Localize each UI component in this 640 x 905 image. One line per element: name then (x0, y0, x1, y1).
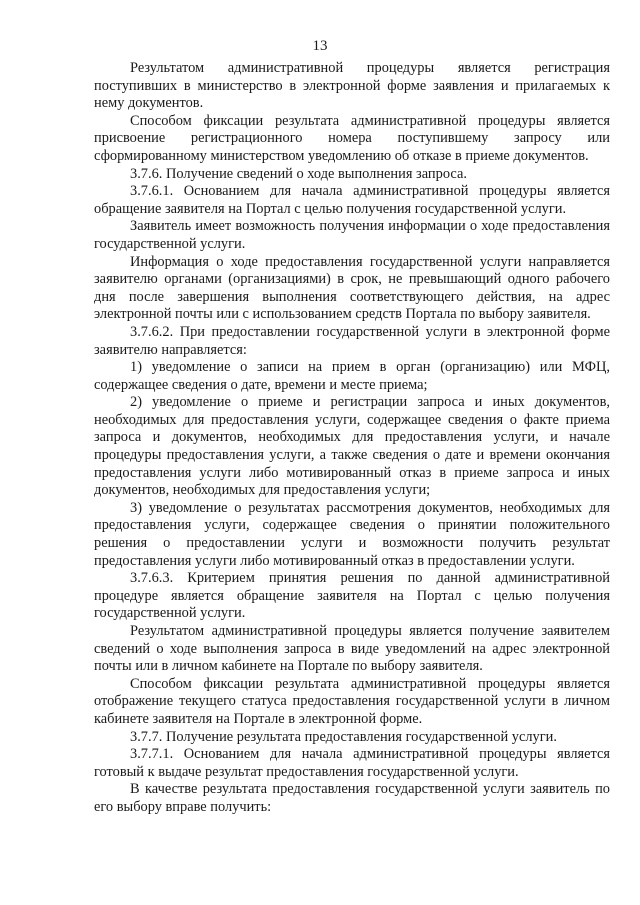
paragraph: Способом фиксации результата административной процедуры является присвоение регистрационного номера поступившему запросу или сформированному министерством уведомлению об отказе в приеме документов. (94, 112, 610, 164)
page-number: 13 (312, 38, 328, 54)
paragraph: 3.7.6.3. Критерием принятия решения по данной административной процедуре является обращение заявителя на Портал с целью получения государственной услуги. (94, 570, 610, 622)
paragraph: 3.7.6.2. При предоставлении государственной услуги в электронной форме заявителю направляется: (94, 323, 610, 358)
paragraph: Способом фиксации результата административной процедуры является отображение текущего статуса предоставления государственной услуги в личном кабинете заявителя на Портале в электронной форме. (94, 675, 610, 727)
paragraph: Заявитель имеет возможность получения информации о ходе предоставления государственной услуги. (94, 218, 610, 252)
paragraph: Информация о ходе предоставления государственной услуги направляется заявителю органами (организациями) в срок, не превышающий одного рабочего дня после завершения выполнения соответствующего действия, на адрес электронной почты или с использованием средств Портала по выбору заявителя. (94, 253, 610, 323)
paragraph: Результатом административной процедуры является регистрация поступивших в министерство в электронной форме заявления и прилагаемых к нему документов. (94, 60, 610, 112)
paragraph: 3.7.7.1. Основанием для начала административной процедуры является готовый к выдаче результат предоставления государственной услуги. (94, 746, 610, 780)
section-heading: 3.7.6. Получение сведений о ходе выполнения запроса. (130, 165, 467, 182)
paragraph: В качестве результата предоставления государственной услуги заявитель по его выбору вправе получить: (94, 781, 610, 815)
list-item: 3) уведомление о результатах рассмотрения документов, необходимых для предоставления услуги, содержащее сведения о принятии положительного решения о предоставлении услуги и возможности получить результат предоставления услуги либо мотивированный отказ в предоставлении услуги. (94, 499, 610, 569)
list-item: 1) уведомление о записи на прием в орган (организацию) или МФЦ, содержащее сведения о дате, времени и месте приема; (94, 359, 610, 393)
section-heading: 3.7.7. Получение результата предоставления государственной услуги. (130, 728, 557, 745)
paragraph: 3.7.6.1. Основанием для начала административной процедуры является обращение заявителя на Портал с целью получения государственной услуги. (94, 183, 610, 217)
paragraph: Результатом административной процедуры является получение заявителем сведений о ходе выполнения запроса в виде уведомлений на адрес электронной почты или в личном кабинете на Портале по выбору заявителя. (94, 623, 610, 675)
document-body (94, 60, 610, 817)
list-item: 2) уведомление о приеме и регистрации запроса и иных документов, необходимых для предоставления услуги, содержащее сведения о факте приема запроса и документов, необходимых для предоставления услуги, и начале процедуры предоставления услуги, а также сведения о дате и времени окончания предоставления услуги либо мотивированный отказ в приеме запроса и иных документов, необходимых для предоставления услуги; (94, 394, 610, 499)
